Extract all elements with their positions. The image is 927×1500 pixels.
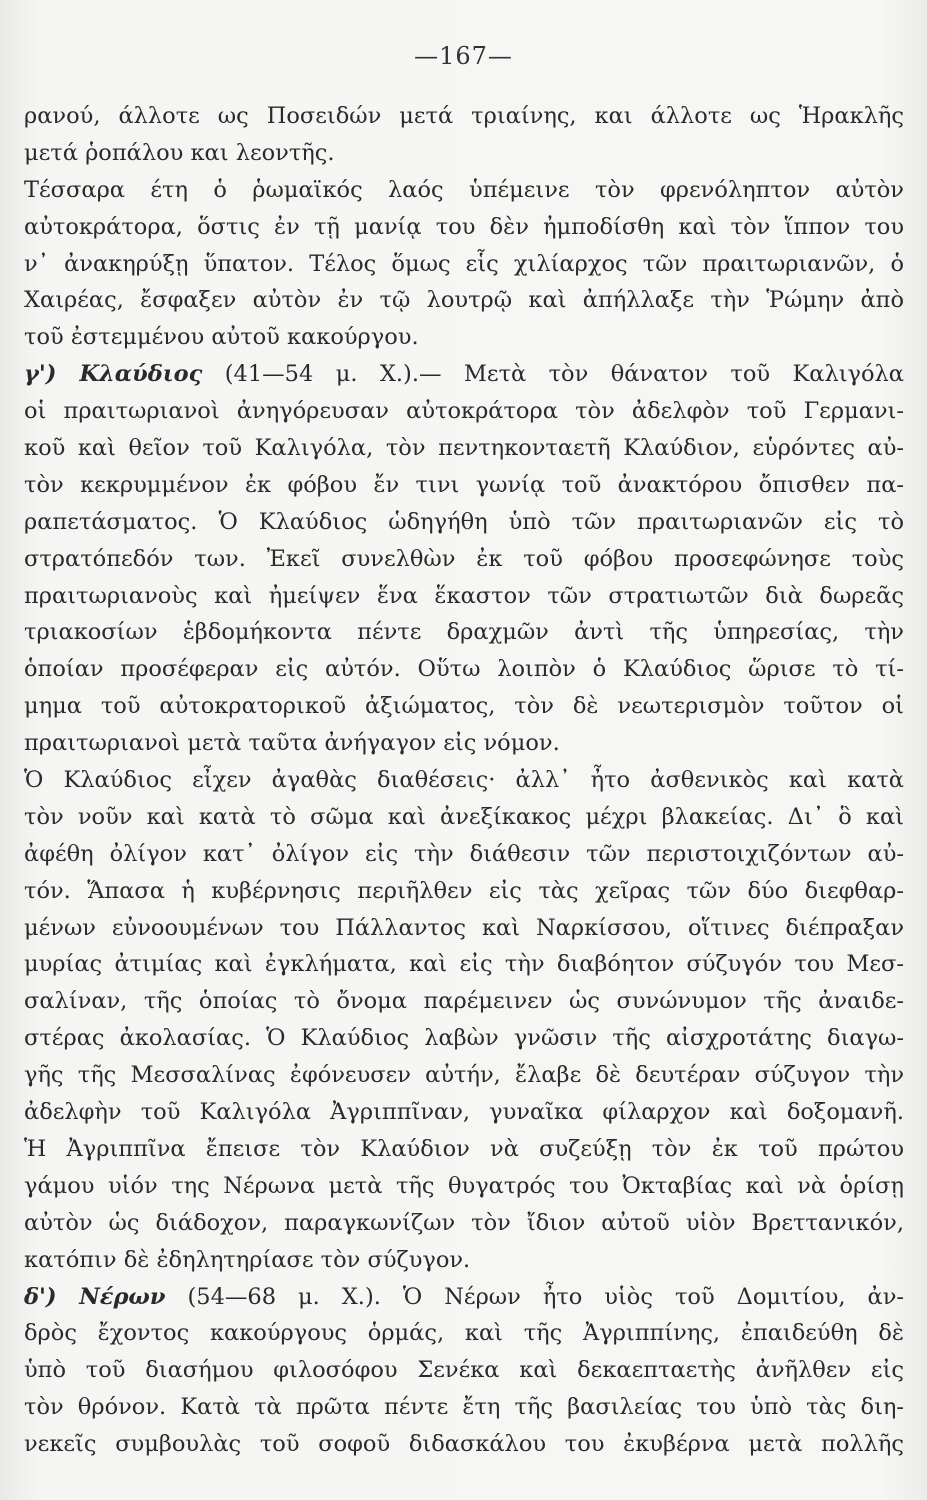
section-heading: δ') Νέρων bbox=[24, 1283, 166, 1310]
text-line bbox=[24, 1279, 904, 1316]
line-text: ἀδελφὴν τοῦ Καλιγόλα Ἀγριππῖναν, γυναῖκα φίλαρχον καὶ δοξομανῆ. bbox=[24, 1099, 904, 1126]
text-line bbox=[24, 467, 904, 504]
text-line bbox=[24, 1205, 904, 1242]
text-line bbox=[24, 319, 904, 356]
line-text: ἀφέθη ὀλίγον κατ᾽ ὀλίγον εἰς τὴν διάθεσιν τῶν περιστοιχιζόντων αὐ- bbox=[24, 840, 904, 867]
line-text: μετά ῥοπάλου και λεοντῆς. bbox=[24, 139, 335, 166]
line-text: μημα τοῦ αὐτοκρατορικοῦ ἀξιώματος, τὸν δὲ νεωτερισμὸν τοῦτον οἱ bbox=[24, 693, 904, 720]
text-line bbox=[24, 282, 904, 319]
line-text: ρανού, άλλοτε ως Ποσειδών μετά τριαίνης, και άλλοτε ως Ἡρακλῆς bbox=[24, 103, 904, 129]
text-line bbox=[24, 688, 904, 725]
text-line bbox=[24, 393, 904, 430]
line-text: οἱ πραιτωριανοὶ ἀνηγόρευσαν αὐτοκράτορα τὸν ἀδελφὸν τοῦ Γερμανι- bbox=[24, 398, 904, 425]
line-text: μένων εὐνοουμένων του Πάλλαντος καὶ Ναρκίσσου, οἵτινες διέπραξαν bbox=[24, 914, 904, 941]
line-text: ὁποίαν προσέφεραν εἰς αὐτόν. Οὕτω λοιπὸν ὁ Κλαύδιος ὥρισε τὸ τί- bbox=[24, 656, 904, 683]
text-line bbox=[24, 1426, 904, 1463]
line-text: τὸν θρόνον. Κατὰ τὰ πρῶτα πέντε ἔτη τῆς βασιλείας του ὑπὸ τὰς διη- bbox=[24, 1394, 904, 1421]
line-text: τὸν κεκρυμμένον ἐκ φόβου ἔν τινι γωνίᾳ τοῦ ἀνακτόρου ὄπισθεν πα- bbox=[24, 471, 904, 498]
line-text: Ὁ Κλαύδιος εἶχεν ἀγαθὰς διαθέσεις· ἀλλ᾽ ἦτο ἀσθενικὸς καὶ κατὰ bbox=[24, 767, 904, 794]
text-line bbox=[24, 799, 904, 836]
line-text: τριακοσίων ἑβδομήκοντα πέντε δραχμῶν ἀντὶ τῆς ὑπηρεσίας, τὴν bbox=[24, 619, 904, 646]
text-line bbox=[24, 873, 904, 910]
text-line bbox=[24, 1131, 904, 1168]
text-line bbox=[24, 1315, 904, 1352]
line-text: πραιτωριανοὶ μετὰ ταῦτα ἀνήγαγον εἰς νόμον. bbox=[24, 730, 560, 757]
line-text: αὐτοκράτορα, ὅστις ἐν τῇ μανίᾳ του δὲν ἠμποδίσθη καὶ τὸν ἵππον του bbox=[24, 213, 904, 240]
text-line bbox=[24, 651, 904, 688]
line-text: γῆς τῆς Μεσσαλίνας ἐφόνευσεν αὐτήν, ἔλαβε δὲ δευτέραν σύζυγον τὴν bbox=[24, 1062, 904, 1089]
text-line bbox=[24, 209, 904, 246]
line-text: στρατόπεδόν των. Ἐκεῖ συνελθὼν ἐκ τοῦ φόβου προσεφώνησε τοὺς bbox=[24, 545, 904, 572]
line-text: (41—54 μ. Χ.).— Μετὰ τὸν θάνατον τοῦ Καλιγόλα bbox=[202, 361, 904, 388]
text-line bbox=[24, 430, 904, 467]
line-text: ραπετάσματος. Ὁ Κλαύδιος ὡδηγήθη ὑπὸ τῶν πραιτωριανῶν εἰς τὸ bbox=[24, 508, 904, 535]
text-line bbox=[24, 504, 904, 541]
line-text: τοῦ ἐστεμμένου αὐτοῦ κακούργου. bbox=[24, 324, 419, 351]
text-line bbox=[24, 578, 904, 615]
text-line bbox=[24, 1168, 904, 1205]
line-text: στέρας ἀκολασίας. Ὁ Κλαύδιος λαβὼν γνῶσιν τῆς αἰσχροτάτης διαγω- bbox=[24, 1025, 904, 1052]
line-text: (54—68 μ. Χ.). Ὁ Νέρων ἦτο υἱὸς τοῦ Δομιτίου, ἀν- bbox=[165, 1283, 904, 1310]
text-line bbox=[24, 1389, 904, 1426]
text-line bbox=[24, 836, 904, 873]
line-text: νεκεῖς συμβουλὰς τοῦ σοφοῦ διδασκάλου του ἐκυβέρνα μετὰ πολλῆς bbox=[24, 1431, 904, 1458]
text-line bbox=[24, 910, 904, 947]
text-line bbox=[24, 1242, 904, 1279]
line-text: ὑπὸ τοῦ διασήμου φιλοσόφου Σενέκα καὶ δεκαεπταετὴς ἀνῆλθεν εἰς bbox=[24, 1357, 904, 1384]
text-line bbox=[24, 762, 904, 799]
text-line bbox=[24, 1057, 904, 1094]
text-line bbox=[24, 246, 904, 283]
line-text: δρὸς ἔχοντος κακούργους ὁρμάς, καὶ τῆς Ἀγριππίνης, ἐπαιδεύθη δὲ bbox=[24, 1320, 904, 1347]
line-text: Ἡ Ἀγριππῖνα ἔπεισε τὸν Κλαύδιον νὰ συζεύξῃ τὸν ἐκ τοῦ πρώτου bbox=[24, 1135, 904, 1162]
line-text: γάμου υἱόν της Νέρωνα μετὰ τῆς θυγατρός του Ὀκταβίας καὶ νὰ ὁρίσῃ bbox=[24, 1172, 904, 1199]
text-line bbox=[24, 541, 904, 578]
text-line bbox=[24, 356, 904, 393]
page-number: —167— bbox=[414, 42, 513, 70]
line-text: Τέσσαρα έτη ὁ ῥωμαϊκός λαός ὑπέμεινε τὸν φρενόληπτον αὐτὸν bbox=[24, 176, 904, 203]
text-line bbox=[24, 1020, 904, 1057]
line-text: κατόπιν δὲ ἐδηλητηρίασε τὸν σύζυγον. bbox=[24, 1246, 471, 1273]
line-text: πραιτωριανοὺς καὶ ἠμείψεν ἕνα ἕκαστον τῶν στρατιωτῶν διὰ δωρεᾶς bbox=[24, 582, 904, 609]
text-line bbox=[24, 983, 904, 1020]
line-text: Χαιρέας, ἔσφαξεν αὐτὸν ἐν τῷ λουτρῷ καὶ ἀπήλλαξε τὴν Ῥώμην ἀπὸ bbox=[24, 287, 904, 314]
text-line bbox=[24, 725, 904, 762]
text-line bbox=[24, 946, 904, 983]
section-heading: γ') Κλαύδιος bbox=[24, 361, 203, 388]
text-line bbox=[24, 172, 904, 209]
text-line bbox=[24, 98, 904, 135]
text-line bbox=[24, 1352, 904, 1389]
line-text: σαλίναν, τῆς ὁποίας τὸ ὄνομα παρέμεινεν ὡς συνώνυμον τῆς ἀναιδε- bbox=[24, 988, 904, 1015]
line-text: ν᾽ ἀνακηρύξῃ ὕπατον. Τέλος ὅμως εἷς χιλίαρχος τῶν πραιτωριανῶν, ὁ bbox=[24, 250, 904, 277]
line-text: κοῦ καὶ θεῖον τοῦ Καλιγόλα, τὸν πεντηκονταετῆ Κλαύδιον, εὑρόντες αὐ- bbox=[24, 435, 904, 462]
line-text: τόν. Ἅπασα ἡ κυβέρνησις περιῆλθεν εἰς τὰς χεῖρας τῶν δύο διεφθαρ- bbox=[24, 877, 904, 904]
text-line bbox=[24, 135, 904, 172]
line-text: αὐτὸν ὡς διάδοχον, παραγκωνίζων τὸν ἴδιον αὐτοῦ υἱὸν Βρεττανικόν, bbox=[24, 1209, 904, 1236]
text-line bbox=[24, 1094, 904, 1131]
body-text bbox=[24, 98, 904, 1463]
line-text: μυρίας ἀτιμίας καὶ ἐγκλήματα, καὶ εἰς τὴν διαβόητον σύζυγόν του Μεσ- bbox=[24, 951, 904, 978]
text-line bbox=[24, 614, 904, 651]
line-text: τὸν νοῦν καὶ κατὰ τὸ σῶμα καὶ ἀνεξίκακος μέχρι βλακείας. Δι᾽ ὃ καὶ bbox=[24, 803, 904, 830]
